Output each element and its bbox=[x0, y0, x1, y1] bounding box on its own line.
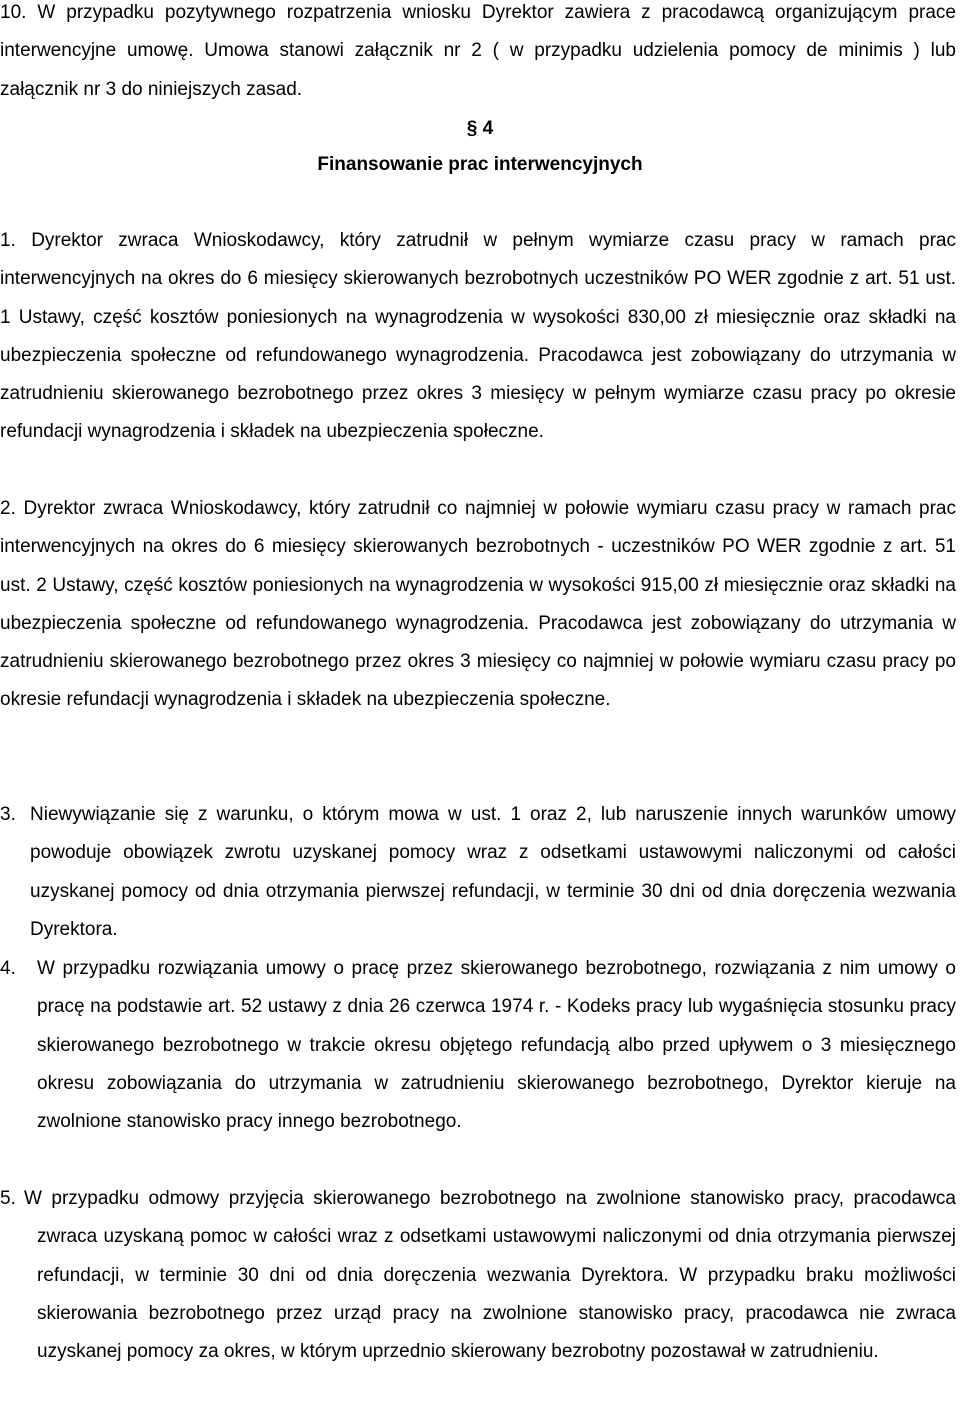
list-item-text: Dyrektor zwraca Wnioskodawcy, który zatrudnił co najmniej w połowie wymiaru czasu pracy w ramach prac interwencyjnych na okres do 6 miesięcy skierowanych bezrobotnych - uczestników PO WER zgodnie z art. 51 ust. 2 Ustawy, część kosztów poniesionych na wynagrodzenia w wysokości 915,00 zł miesięcznie oraz składki na ubezpieczenia społeczne od refundowanego wynagrodzenia. Pracodawca jest zobowiązany do utrzymania w zatrudnieniu skierowanego bezrobotnego przez okres 3 miesięcy co najmniej w połowie wymiaru czasu pracy po okresie refundacji wynagrodzenia i składek na ubezpieczenia społeczne. bbox=[0, 498, 957, 711]
list-item-3 bbox=[0, 796, 956, 949]
list-item-number: 2. bbox=[0, 498, 16, 519]
section-number bbox=[0, 110, 960, 148]
intro-number: 10. bbox=[0, 2, 27, 23]
list-item-5 bbox=[0, 1180, 956, 1371]
list-item-text: W przypadku odmowy przyjęcia skierowanego bezrobotnego na zwolnione stanowisko pracy, pracodawca zwraca uzyskaną pomoc w całości wraz z odsetkami ustawowymi naliczonymi od dnia otrzymania pierwszej refundacji, w terminie 30 dni od dnia doręczenia wezwania Dyrektora. W przypadku braku możliwości skierowania bezrobotnego przez urząd pracy na zwolnione stanowisko pracy, pracodawca nie zwraca uzyskanej pomocy za okres, w którym uprzednio skierowany bezrobotny pozostawał w zatrudnieniu. bbox=[24, 1188, 956, 1363]
intro-paragraph bbox=[0, 0, 956, 109]
list-item-number: 5. bbox=[0, 1188, 16, 1209]
section-symbol: § bbox=[466, 118, 478, 139]
list-item-number: 4. bbox=[0, 958, 16, 979]
list-item-text: Niewywiązanie się z warunku, o którym mowa w ust. 1 oraz 2, lub naruszenie innych warunków umowy powoduje obowiązek zwrotu uzyskanej pomocy wraz z odsetkami ustawowymi naliczonymi od całości uzyskanej pomocy od dnia otrzymania pierwszej refundacji, w terminie 30 dni od dnia doręczenia wezwania Dyrektora. bbox=[30, 804, 956, 940]
intro-text: W przypadku pozytywnego rozpatrzenia wniosku Dyrektor zawiera z pracodawcą organizującym prace interwencyjne umowę. Umowa stanowi załącznik nr 2 ( w przypadku udzielenia pomocy de minimis ) lub załącznik nr 3 do niniejszych zasad. bbox=[0, 2, 956, 100]
list-item-number: 3. bbox=[0, 804, 16, 825]
list-item-text: Dyrektor zwraca Wnioskodawcy, który zatrudnił w pełnym wymiarze czasu pracy w ramach prac interwencyjnych na okres do 6 miesięcy skierowanych bezrobotnych uczestników PO WER zgodnie z art. 51 ust. 1 Ustawy, część kosztów poniesionych na wynagrodzenia w wysokości 830,00 zł miesięcznie oraz składki na ubezpieczenia społeczne od refundowanego wynagrodzenia. Pracodawca jest zobowiązany do utrzymania w zatrudnieniu skierowanego bezrobotnego przez okres 3 miesięcy w pełnym wymiarze czasu pracy po okresie refundacji wynagrodzenia i składek na ubezpieczenia społeczne. bbox=[0, 230, 956, 443]
list-item-text: W przypadku rozwiązania umowy o pracę przez skierowanego bezrobotnego, rozwiązania z nim umowy o pracę na podstawie art. 52 ustawy z dnia 26 czerwca 1974 r. - Kodeks pracy lub wygaśnięcia stosunku pracy skierowanego bezrobotnego w trakcie okresu objętego refundacją albo przed upływem o 3 miesięcznego okresu zobowiązania do utrzymania w zatrudnieniu skierowanego bezrobotnego, Dyrektor kieruje na zwolnione stanowisko pracy innego bezrobotnego. bbox=[37, 958, 956, 1133]
list-item-2 bbox=[0, 490, 956, 720]
list-item-4 bbox=[0, 950, 956, 1141]
list-item-number: 1. bbox=[0, 230, 16, 251]
section-title: Finansowanie prac interwencyjnych bbox=[317, 154, 643, 175]
list-item-1 bbox=[0, 222, 956, 452]
section-number-value: 4 bbox=[482, 118, 494, 139]
